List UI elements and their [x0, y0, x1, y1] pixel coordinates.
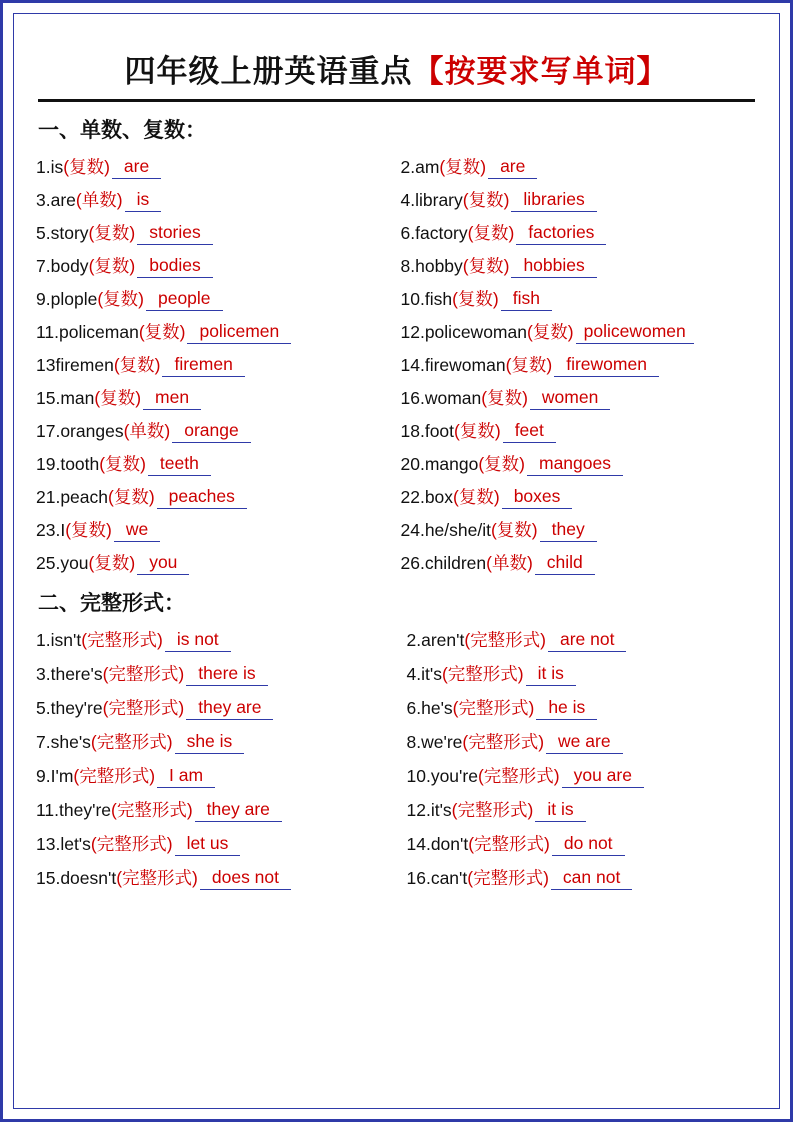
item-word: library: [415, 190, 463, 211]
item-word: woman: [424, 388, 482, 409]
item-answer[interactable]: firemen: [162, 354, 244, 377]
item-hint: (复数): [88, 553, 136, 573]
item-number: 7.: [36, 256, 51, 277]
item-word: she's: [50, 732, 91, 753]
section-2-heading: 二、完整形式：: [38, 591, 185, 615]
exercise-item: [397, 451, 758, 476]
item-hint: (复数): [462, 256, 510, 276]
item-word: they're: [59, 800, 112, 821]
item-word: they're: [50, 698, 103, 719]
item-number: 15.: [36, 868, 61, 889]
item-answer[interactable]: boxes: [502, 486, 573, 509]
item-row: [36, 627, 757, 652]
exercise-item: [36, 220, 397, 245]
item-answer[interactable]: she is: [175, 731, 245, 754]
item-number: 16.: [406, 868, 431, 889]
item-word: oranges: [60, 421, 124, 442]
item-answer[interactable]: it is: [526, 663, 576, 686]
exercise-item: [36, 253, 397, 278]
exercise-item: [36, 352, 397, 377]
item-answer[interactable]: do not: [552, 833, 625, 856]
item-number: 17.: [36, 421, 61, 442]
exercise-item: [36, 451, 397, 476]
page-title-bracket: 【按要求写单词】: [412, 54, 669, 89]
item-answer[interactable]: men: [143, 387, 201, 410]
exercise-item: [397, 729, 758, 754]
item-number: 10.: [400, 289, 425, 310]
item-number: 20.: [400, 454, 425, 475]
item-answer[interactable]: does not: [200, 867, 291, 890]
item-number: 4.: [400, 190, 416, 211]
item-row: [36, 695, 757, 720]
item-row: [36, 763, 757, 788]
item-number: 15.: [36, 388, 61, 409]
exercise-item: [36, 695, 397, 720]
item-word: it's: [430, 800, 452, 821]
item-number: 16.: [400, 388, 425, 409]
item-hint: (复数): [452, 289, 499, 309]
item-hint: (复数): [63, 157, 110, 177]
item-answer[interactable]: teeth: [148, 453, 211, 476]
item-number: 1.: [36, 630, 51, 651]
item-answer[interactable]: people: [146, 288, 223, 311]
item-word: there's: [50, 664, 103, 685]
item-number: 5.: [36, 223, 51, 244]
item-row: [36, 385, 757, 410]
item-answer[interactable]: I am: [157, 765, 215, 788]
item-hint: (完整形式): [116, 868, 198, 888]
item-number: 7.: [36, 732, 51, 753]
item-answer[interactable]: policemen: [187, 321, 291, 344]
item-word: isn't: [50, 630, 82, 651]
item-number: 21.: [36, 487, 61, 508]
item-hint: (完整形式): [441, 664, 524, 684]
exercise-item: [397, 797, 758, 822]
item-number: 19.: [36, 454, 61, 475]
item-number: 1.: [36, 157, 51, 178]
item-hint: (完整形式): [477, 766, 560, 786]
item-word: doesn't: [60, 868, 117, 889]
item-answer[interactable]: he is: [536, 697, 597, 720]
item-hint: (单数): [75, 190, 123, 210]
item-hint: (复数): [481, 388, 528, 408]
item-word: you: [60, 553, 89, 574]
exercise-item: [397, 695, 758, 720]
item-hint: (复数): [108, 487, 155, 507]
exercise-item: [36, 661, 397, 686]
item-answer[interactable]: libraries: [511, 189, 596, 212]
exercise-item: [36, 319, 397, 344]
item-hint: (单数): [123, 421, 171, 441]
item-hint: (复数): [526, 322, 574, 342]
item-row: [36, 187, 757, 212]
item-row: [36, 220, 757, 245]
exercise-item: [397, 831, 758, 856]
item-answer[interactable]: are: [488, 156, 537, 179]
item-number: 12.: [400, 322, 425, 343]
item-answer[interactable]: orange: [172, 420, 251, 443]
item-hint: (复数): [462, 190, 510, 210]
exercise-item: [36, 385, 397, 410]
item-word: is: [50, 157, 64, 178]
item-number: 10.: [406, 766, 431, 787]
item-answer[interactable]: you: [137, 552, 189, 575]
item-answer[interactable]: peaches: [157, 486, 247, 509]
item-number: 14.: [400, 355, 425, 376]
section-1-items: [36, 154, 757, 575]
exercise-item: [397, 154, 758, 179]
exercise-item: [36, 286, 397, 311]
item-answer[interactable]: they: [540, 519, 597, 542]
exercise-item: [36, 831, 397, 856]
item-number: 2.: [406, 630, 422, 651]
item-answer[interactable]: stories: [137, 222, 213, 245]
item-answer[interactable]: you are: [562, 765, 644, 788]
item-row: [36, 484, 757, 509]
item-hint: (复数): [113, 355, 161, 375]
item-answer[interactable]: are not: [548, 629, 626, 652]
item-number: 5.: [36, 698, 51, 719]
item-row: [36, 729, 757, 754]
item-number: 26.: [400, 553, 425, 574]
exercise-item: [36, 187, 397, 212]
item-hint: (完整形式): [111, 800, 193, 820]
item-word: don't: [430, 834, 469, 855]
item-hint: (完整形式): [90, 732, 173, 752]
item-row: [36, 865, 757, 890]
item-row: [36, 661, 757, 686]
item-number: 18.: [400, 421, 425, 442]
item-answer[interactable]: they are: [186, 697, 273, 720]
item-number: 9.: [36, 289, 51, 310]
item-hint: (复数): [97, 289, 144, 309]
item-word: hobby: [415, 256, 463, 277]
item-number: 14.: [406, 834, 431, 855]
page-title-main: 四年级上册英语重点: [124, 54, 413, 89]
item-number: 13: [36, 355, 56, 376]
item-hint: (完整形式): [102, 664, 185, 684]
item-number: 25.: [36, 553, 61, 574]
item-word: children: [424, 553, 487, 574]
item-hint: (完整形式): [467, 868, 549, 888]
item-answer[interactable]: firewomen: [554, 354, 659, 377]
item-row: [36, 154, 757, 179]
item-hint: (复数): [65, 520, 112, 540]
item-answer[interactable]: is not: [165, 629, 231, 652]
item-answer[interactable]: can not: [551, 867, 632, 890]
item-hint: (单数): [486, 553, 533, 573]
item-word: firemen: [55, 355, 114, 376]
item-hint: (完整形式): [81, 630, 163, 650]
item-row: [36, 286, 757, 311]
exercise-item: [36, 418, 397, 443]
item-answer[interactable]: mangoes: [527, 453, 623, 476]
item-hint: (复数): [505, 355, 553, 375]
exercise-item: [36, 865, 397, 890]
item-word: it's: [421, 664, 442, 685]
item-hint: (完整形式): [451, 800, 534, 820]
exercise-item: [397, 627, 758, 652]
item-hint: (复数): [490, 520, 538, 540]
item-answer[interactable]: hobbies: [511, 255, 596, 278]
exercise-item: [397, 865, 758, 890]
item-hint: (复数): [439, 157, 487, 177]
item-word: body: [50, 256, 89, 277]
item-word: can't: [430, 868, 468, 889]
item-hint: (复数): [99, 454, 146, 474]
item-number: 24.: [400, 520, 425, 541]
item-word: I'm: [50, 766, 74, 787]
exercise-item: [397, 418, 758, 443]
item-answer[interactable]: is: [125, 189, 162, 212]
item-hint: (完整形式): [452, 698, 535, 718]
exercise-item: [36, 763, 397, 788]
exercise-item: [397, 484, 758, 509]
item-word: box: [424, 487, 454, 508]
item-word: man: [60, 388, 95, 409]
item-number: 3.: [36, 190, 51, 211]
item-hint: (完整形式): [462, 732, 545, 752]
item-word: he/she/it: [424, 520, 491, 541]
item-word: factory: [415, 223, 468, 244]
exercise-item: [36, 484, 397, 509]
item-row: [36, 517, 757, 542]
item-row: [36, 550, 757, 575]
item-word: you're: [430, 766, 478, 787]
item-number: 3.: [36, 664, 51, 685]
item-word: we're: [421, 732, 463, 753]
item-hint: (完整形式): [90, 834, 173, 854]
item-word: aren't: [421, 630, 465, 651]
item-number: 4.: [406, 664, 422, 685]
item-number: 9.: [36, 766, 51, 787]
item-hint: (复数): [478, 454, 525, 474]
exercise-item: [36, 154, 397, 179]
item-word: am: [415, 157, 440, 178]
item-answer[interactable]: are: [112, 156, 161, 179]
exercise-item: [397, 352, 758, 377]
item-row: [36, 451, 757, 476]
item-row: [36, 319, 757, 344]
item-hint: (复数): [453, 487, 500, 507]
exercise-item: [36, 797, 397, 822]
item-answer[interactable]: let us: [175, 833, 241, 856]
title-divider: [38, 99, 755, 102]
item-number: 13.: [36, 834, 61, 855]
item-word: peach: [60, 487, 109, 508]
exercise-item: [397, 187, 758, 212]
item-answer[interactable]: policewomen: [576, 321, 694, 344]
item-row: [36, 253, 757, 278]
item-word: let's: [60, 834, 91, 855]
worksheet-inner-frame: [13, 13, 780, 1109]
item-number: 8.: [406, 732, 422, 753]
item-hint: (复数): [94, 388, 142, 408]
exercise-item: [36, 517, 397, 542]
item-number: 8.: [400, 256, 416, 277]
item-word: policewoman: [424, 322, 527, 343]
item-hint: (完整形式): [464, 630, 546, 650]
item-answer[interactable]: factories: [516, 222, 606, 245]
item-hint: (完整形式): [468, 834, 550, 854]
item-number: 2.: [400, 157, 416, 178]
item-answer[interactable]: feet: [503, 420, 556, 443]
exercise-item: [397, 763, 758, 788]
item-number: 23.: [36, 520, 61, 541]
section-1-heading: 一、单数、复数：: [38, 118, 206, 142]
item-word: story: [50, 223, 89, 244]
item-number: 22.: [400, 487, 425, 508]
exercise-item: [36, 550, 397, 575]
item-answer[interactable]: fish: [501, 288, 552, 311]
item-answer[interactable]: women: [530, 387, 610, 410]
item-number: 11.: [36, 322, 60, 343]
exercise-item: [397, 550, 758, 575]
page-title: [36, 46, 757, 95]
item-row: [36, 831, 757, 856]
item-hint: (复数): [88, 256, 136, 276]
item-hint: (完整形式): [73, 766, 156, 786]
item-row: [36, 352, 757, 377]
item-hint: (复数): [138, 322, 186, 342]
item-answer[interactable]: child: [535, 552, 595, 575]
item-answer[interactable]: we are: [546, 731, 623, 754]
item-number: 6.: [406, 698, 422, 719]
item-answer[interactable]: we: [114, 519, 160, 542]
item-answer[interactable]: it is: [535, 799, 585, 822]
item-word: he's: [421, 698, 453, 719]
exercise-item: [36, 627, 397, 652]
item-number: 11.: [36, 800, 60, 821]
item-hint: (复数): [88, 223, 136, 243]
item-row: [36, 418, 757, 443]
item-word: foot: [424, 421, 455, 442]
item-number: 12.: [406, 800, 431, 821]
item-answer[interactable]: they are: [195, 799, 282, 822]
item-answer[interactable]: there is: [186, 663, 267, 686]
item-hint: (完整形式): [102, 698, 185, 718]
section-2-items: [36, 627, 757, 890]
exercise-item: [397, 517, 758, 542]
item-number: 6.: [400, 223, 416, 244]
exercise-item: [397, 220, 758, 245]
exercise-item: [397, 286, 758, 311]
item-word: mango: [424, 454, 479, 475]
item-word: I: [60, 520, 66, 541]
item-word: are: [50, 190, 76, 211]
exercise-item: [397, 385, 758, 410]
item-word: plople: [50, 289, 98, 310]
item-word: policeman: [59, 322, 139, 343]
exercise-item: [397, 661, 758, 686]
item-answer[interactable]: bodies: [137, 255, 213, 278]
item-hint: (复数): [467, 223, 515, 243]
exercise-item: [397, 253, 758, 278]
item-word: firewoman: [424, 355, 506, 376]
item-word: tooth: [60, 454, 100, 475]
item-hint: (复数): [454, 421, 501, 441]
exercise-item: [397, 319, 758, 344]
item-word: fish: [424, 289, 453, 310]
item-row: [36, 797, 757, 822]
exercise-item: [36, 729, 397, 754]
